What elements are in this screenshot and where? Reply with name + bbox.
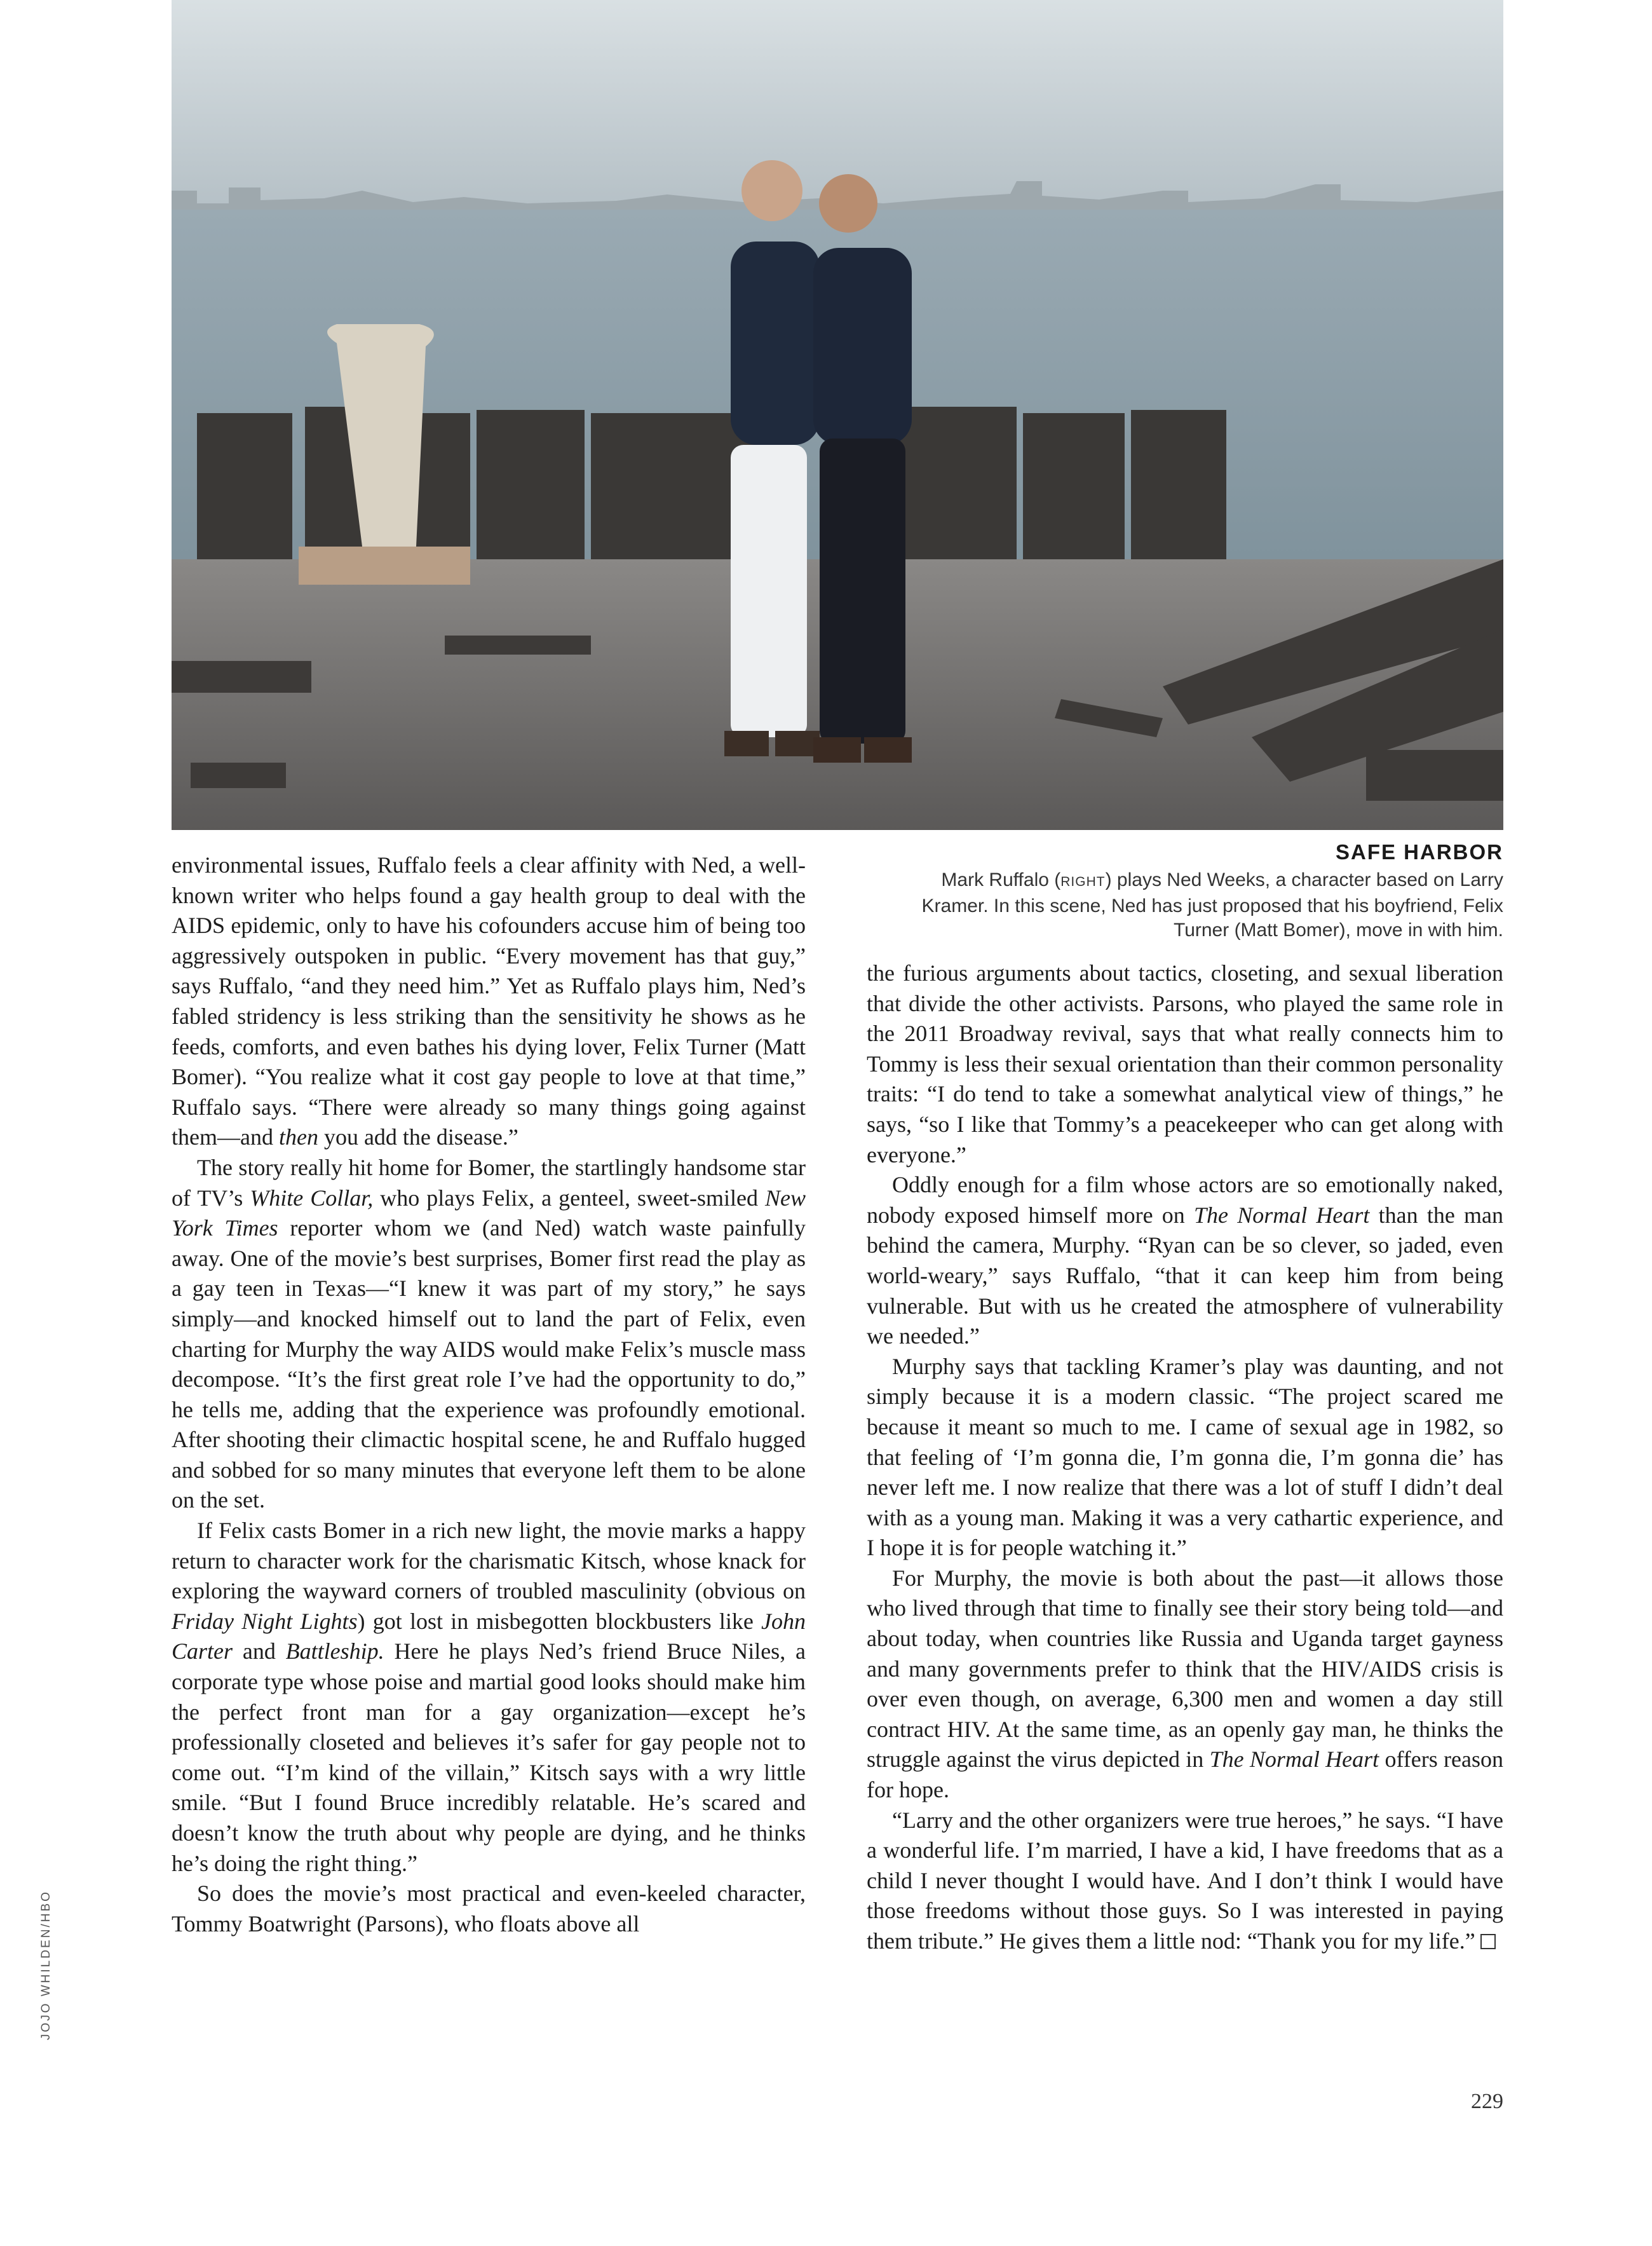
article-column-left — [172, 850, 806, 1939]
italic-run: New York Times — [172, 1185, 806, 1241]
text-run: who plays Felix, a genteel, sweet-smiled — [373, 1185, 765, 1211]
page-number: 229 — [1471, 2090, 1503, 2113]
text-run: reporter whom we (and Ned) watch waste painfully away. One of the movie’s best surprises, Bomer first read the play as a gay teen in Texas—“I knew it was part of my story,” he says simply—and knocked himself out to land the part of Felix, even charting for Murphy the way AIDS would make Felix’s muscle mass decompose. “It’s the first great role I’ve had the opportunity to do,” he tells me, adding that the experience was profoundly emotional. After shooting their climactic hospital scene, he and Ruffalo hugged and sobbed for so many minutes that everyone left them to be alone on the set. — [172, 1215, 806, 1513]
left-paragraph-3 — [172, 1516, 806, 1879]
text-run: you add the disease.” — [318, 1124, 518, 1150]
photo-two-men-embracing-on-pier — [172, 0, 1503, 830]
text-run: Here he plays Ned’s friend Bruce Niles, a corporate type whose poise and martial good looks should make him the perfect front man for a gay organization—except he’s professionally closeted and believes it’s safer for gay people not to come out. “I’m kind of the villain,” Kitsch says with a wry little smile. “But I found Bruce incredibly relatable. He’s scared and doesn’t know the truth about why people are dying, and he thinks he’s doing the right thing.” — [172, 1638, 806, 1876]
text-run: ) got lost in misbegotten blockbusters like — [357, 1608, 762, 1634]
end-mark-icon — [1480, 1934, 1496, 1949]
text-run: For Murphy, the movie is both about the past—it allows those who lived through that time to finally see their story being told—and about today, when countries like Russia and Uganda target gayness and many governments prefer to think that the HIV/AIDS crisis is over even though, on average, 6,300 men and women a day still contract HIV. At the same time, as an openly gay man, he thinks the struggle against the virus depicted in — [867, 1565, 1503, 1773]
text-run: environmental issues, Ruffalo feels a clear affinity with Ned, a well-known writer who helps found a gay health group to deal with the AIDS epidemic, only to have his cofounders accuse him of being too aggressively outspoken in public. “Every movement has that guy,” says Ruffalo, “and they need him.” Yet as Ruffalo plays him, Ned’s fabled stridency is less striking than the sensitivity he shows as he feeds, comforts, and even bathes his dying lover, Felix Turner (Matt Bomer). “You realize what it cost gay people to love at that time,” Ruffalo says. “There were already so many things going against them—and — [172, 852, 806, 1150]
photo-caption — [883, 840, 1503, 943]
right-paragraph-4 — [867, 1563, 1503, 1806]
text-run: “Larry and the other organizers were true heroes,” he says. “I have a wonderful life. I’m married, I have a kid, I have freedoms that as a child I never thought I would have. And I don’t think I would have those freedoms without those guys. So I was interested in paying them tribute.” He gives them a little nod: “Thank you for my life.” — [867, 1807, 1503, 1954]
right-paragraph-1: the furious arguments about tactics, closeting, and sexual liberation that divide the other activists. Parsons, who played the same role in the 2011 Broadway revival, says that what really connects him to Tommy is less their sexual orientation than their common personality traits: “I do tend to take a somewhat analytical view of things,” he says, “so I like that Tommy’s a peacekeeper who can get along with everyone.” — [867, 960, 1503, 1167]
text-run: offers reason for hope. — [867, 1746, 1504, 1803]
italic-run: White Collar, — [250, 1185, 374, 1211]
text-run: If Felix casts Bomer in a rich new light, the movie marks a happy return to character work for the charismatic Kitsch, whose knack for exploring the wayward corners of troubled masculinity (obvious on — [172, 1518, 806, 1604]
caption-text-end: ) plays Ned Weeks, a character based on Larry Kramer. In this scene, Ned has just proposed that his boyfriend, Felix Turner (Matt Bomer), move in with him. — [921, 869, 1503, 941]
italic-run: then — [278, 1124, 318, 1150]
text-run: and — [233, 1638, 286, 1664]
caption-text-start: Mark Ruffalo ( — [941, 869, 1061, 890]
caption-right-label: RIGHT — [1060, 875, 1106, 889]
text-run: Oddly enough for a film whose actors are so emotionally naked, nobody exposed himself more on — [867, 1172, 1503, 1228]
right-paragraph-3: Murphy says that tackling Kramer’s play was daunting, and not simply because it is a modern classic. “The project scared me because it meant so much to me. I came of sexual age in 1982, so that feeling of ‘I’m gonna die, I’m gonna die, I’m gonna die’ has never left me. I now realize that there was a lot of stuff I didn’t deal with as a young man. Making it was a very cathartic experience, and I hope it is for people watching it.” — [867, 1353, 1503, 1561]
text-run: The story really hit home for Bomer, the startlingly handsome star of TV’s — [172, 1154, 806, 1211]
left-paragraph-4: So does the movie’s most practical and even-keeled character, Tommy Boatwright (Parsons), who floats above all — [172, 1881, 806, 1936]
photo-credit: JOJO WHILDEN/HBO — [39, 1890, 53, 2040]
caption-body — [883, 868, 1503, 943]
right-paragraph-2 — [867, 1170, 1503, 1352]
left-paragraph-2 — [172, 1153, 806, 1516]
italic-run: The Normal Heart — [1209, 1746, 1379, 1773]
italic-run: John Carter — [172, 1608, 806, 1664]
italic-run: Friday Night Lights — [172, 1608, 358, 1634]
italic-run: The Normal Heart — [1193, 1202, 1370, 1228]
text-run: than the man behind the camera, Murphy. “Ryan can be so clever, so jaded, even world-weary,” says Ruffalo, “that it can keep him from being vulnerable. But with us he created the atmosphere of vulnerability we needed.” — [867, 1202, 1503, 1349]
article-column-right — [867, 958, 1503, 1957]
italic-run: Battleship. — [285, 1638, 384, 1664]
left-paragraph-1 — [172, 850, 806, 1153]
right-paragraph-5 — [867, 1806, 1503, 1957]
caption-title: SAFE HARBOR — [1335, 840, 1503, 864]
hero-photo — [172, 0, 1503, 830]
